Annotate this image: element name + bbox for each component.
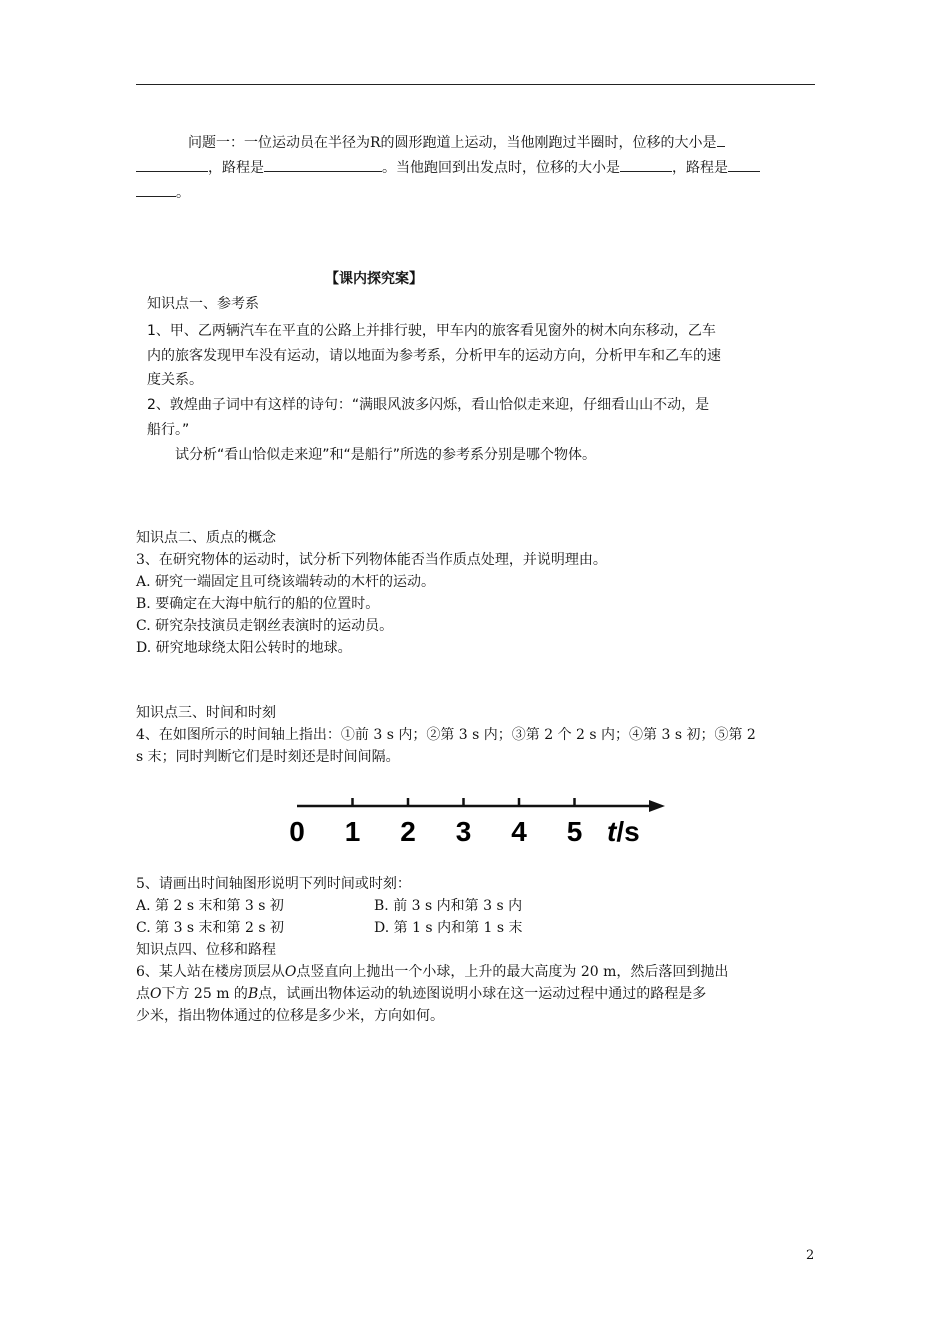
kp1-q2-line1: 2、敦煌曲子词中有这样的诗句：“满眼风波多闪烁，看山恰似走来迎，仔细看山山不动，是 — [147, 397, 710, 413]
kp1-q1-line1: 1、甲、乙两辆汽车在平直的公路上并排行驶，甲车内的旅客看见窗外的树木向东移动，乙车 — [147, 323, 716, 339]
kp1-q2-line2: 船行。” — [147, 422, 190, 438]
time-axis-diagram — [280, 790, 680, 852]
kp1-q1-line2: 内的旅客发现甲车没有运动，请以地面为参考系，分析甲车的运动方向，分析甲车和乙车的速 — [147, 348, 721, 364]
axis-label-4: 4 — [511, 816, 527, 847]
kp2-option-a: A. 研究一端固定且可绕该端转动的木杆的运动。 — [136, 574, 436, 590]
section-title: 【课内探究案】 — [325, 271, 423, 287]
axis-label-2: 2 — [400, 816, 416, 847]
axis-label-3: 3 — [455, 816, 472, 847]
kp3-title: 知识点三、时间和时刻 — [136, 705, 276, 721]
axis-label-1: 1 — [344, 816, 361, 847]
q5-option-c: C. 第 3 s 末和第 2 s 初 — [136, 920, 284, 936]
point-o-label: O — [284, 964, 297, 980]
blank[interactable] — [728, 157, 760, 172]
axis-unit: t/s — [607, 816, 640, 847]
q5-option-b: B. 前 3 s 内和第 3 s 内 — [374, 898, 523, 914]
q1-line2c: ，路程是 — [672, 160, 728, 176]
kp2-option-d: D. 研究地球绕太阳公转时的地球。 — [136, 640, 352, 656]
kp3-q4-line2: s 末；同时判断它们是时刻还是时间间隔。 — [136, 749, 400, 765]
kp2-q3: 3、在研究物体的运动时，试分析下列物体能否当作质点处理，并说明理由。 — [136, 552, 607, 568]
page-number: 2 — [806, 1248, 815, 1263]
kp2-option-c: C. 研究杂技演员走钢丝表演时的运动员。 — [136, 618, 394, 634]
kp1-q2-line3: 试分析“看山恰似走来迎”和“是船行”所选的参考系分别是哪个物体。 — [175, 447, 597, 463]
axis-arrow — [649, 800, 665, 812]
q1-line3 — [136, 182, 190, 204]
point-b-label: B — [247, 986, 259, 1002]
q6-text: 下方 25 m 的 — [161, 986, 248, 1002]
q6-text: 点，试画出物体运动的轨迹图说明小球在这一运动过程中通过的路程是多 — [258, 986, 707, 1002]
q6-text: 点竖直向上抛出一个小球，上升的最大高度为 20 m，然后落回到抛出 — [296, 964, 729, 980]
kp3-q5: 5、请画出时间轴图形说明下列时间或时刻： — [136, 876, 411, 892]
kp1-q1-line3: 度关系。 — [147, 372, 203, 388]
axis-label-5: 5 — [566, 816, 583, 847]
q1-line2a: ，路程是 — [208, 160, 264, 176]
point-o-label: O — [150, 986, 162, 1002]
kp4-q6-line3: 少米，指出物体通过的位移是多少米，方向如何。 — [136, 1008, 444, 1024]
blank[interactable] — [620, 157, 672, 172]
kp3-q4-line1: 4、在如图所示的时间轴上指出：①前 3 s 内；②第 3 s 内；③第 2 个 2 s 内；④第 3 s 初；⑤第 2 — [136, 727, 756, 743]
axis-label-0: 0 — [289, 816, 305, 847]
q1-line1-text: 问题一：一位运动员在半径为R的圆形跑道上运动，当他刚跑过半圈时，位移的大小是 — [188, 135, 717, 151]
q5-option-a: A. 第 2 s 末和第 3 s 初 — [136, 898, 284, 914]
q6-text: 点 — [136, 986, 150, 1002]
blank[interactable] — [264, 157, 382, 172]
q1-line2b: 。当他跑回到出发点时，位移的大小是 — [382, 160, 620, 176]
kp1-title: 知识点一、参考系 — [147, 296, 259, 312]
blank[interactable] — [717, 132, 725, 147]
header-rule — [136, 84, 815, 85]
blank[interactable] — [136, 182, 176, 197]
kp4-q6-line1 — [136, 961, 728, 983]
kp4-q6-line2 — [136, 983, 706, 1005]
q1-line3-text: 。 — [176, 185, 190, 201]
kp2-option-b: B. 要确定在大海中航行的船的位置时。 — [136, 596, 380, 612]
kp2-title: 知识点二、质点的概念 — [136, 530, 276, 546]
q5-option-d: D. 第 1 s 内和第 1 s 末 — [374, 920, 523, 936]
q1-line1 — [188, 132, 725, 154]
q6-text: 6、某人站在楼房顶层从 — [136, 964, 285, 980]
blank[interactable] — [136, 157, 208, 172]
q1-line2 — [136, 157, 760, 179]
kp4-title: 知识点四、位移和路程 — [136, 942, 276, 958]
